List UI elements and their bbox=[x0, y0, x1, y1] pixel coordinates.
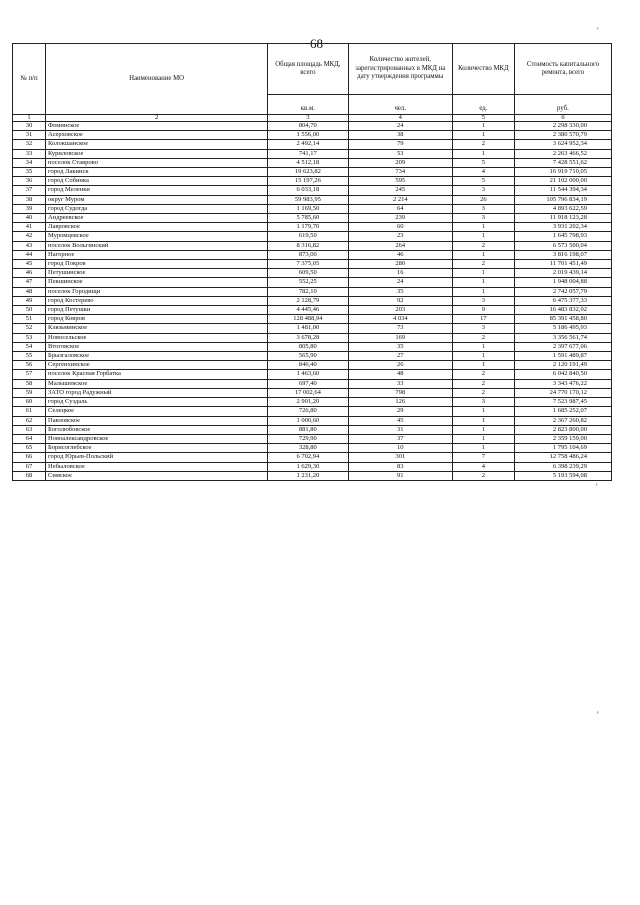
municipality-name: город Костерево bbox=[46, 296, 268, 305]
row-number: 49 bbox=[13, 296, 46, 305]
row-number: 53 bbox=[13, 333, 46, 342]
header-name: Наименование МО bbox=[46, 44, 268, 115]
repair-cost: 2 742 057,79 bbox=[514, 287, 611, 296]
municipality-name: город Лакинск bbox=[46, 168, 268, 177]
header-area: Общая площадь МКД, всего bbox=[268, 44, 349, 95]
total-area: 3 678,28 bbox=[268, 333, 349, 342]
mkd-count: 5 bbox=[452, 158, 514, 167]
mkd-count: 2 bbox=[452, 379, 514, 388]
table-row bbox=[13, 250, 612, 259]
total-area: 805,80 bbox=[268, 342, 349, 351]
residents-count: 734 bbox=[348, 168, 452, 177]
municipality-name: ЗАТО город Радужный bbox=[46, 388, 268, 397]
mkd-count: 2 bbox=[452, 388, 514, 397]
total-area: 741,17 bbox=[268, 149, 349, 158]
municipality-name: город Меленки bbox=[46, 186, 268, 195]
header-people: Количество жителей, зарегистрированных в МКД на дату утверждения программы bbox=[348, 44, 452, 95]
residents-count: 83 bbox=[348, 462, 452, 471]
municipality-name: город Собинка bbox=[46, 177, 268, 186]
table-row bbox=[13, 195, 612, 204]
table-row bbox=[13, 471, 612, 480]
row-number: 45 bbox=[13, 260, 46, 269]
municipality-name: поселок Вольгинский bbox=[46, 241, 268, 250]
municipality-name: город Судогда bbox=[46, 204, 268, 213]
municipality-name: Втоговское bbox=[46, 342, 268, 351]
row-number: 36 bbox=[13, 177, 46, 186]
municipality-name: Новоалександровское bbox=[46, 434, 268, 443]
mkd-count: 1 bbox=[452, 269, 514, 278]
mkd-count: 2 bbox=[452, 241, 514, 250]
table-row bbox=[13, 168, 612, 177]
mkd-count: 1 bbox=[452, 352, 514, 361]
municipality-name: Небыловское bbox=[46, 462, 268, 471]
municipality-name: Павловское bbox=[46, 416, 268, 425]
table-row bbox=[13, 379, 612, 388]
mkd-count: 5 bbox=[452, 177, 514, 186]
total-area: 1 179,70 bbox=[268, 223, 349, 232]
repair-cost: 3 816 198,07 bbox=[514, 250, 611, 259]
page-number: 68 bbox=[310, 36, 323, 51]
total-area: 804,70 bbox=[268, 122, 349, 131]
residents-count: 209 bbox=[348, 158, 452, 167]
repair-cost: 5 186 495,93 bbox=[514, 324, 611, 333]
column-index-row bbox=[13, 115, 612, 122]
mkd-count: 2 bbox=[452, 471, 514, 480]
row-number: 44 bbox=[13, 250, 46, 259]
repair-cost: 16 919 710,05 bbox=[514, 168, 611, 177]
residents-count: 35 bbox=[348, 287, 452, 296]
repair-cost: 1 795 104,69 bbox=[514, 444, 611, 453]
table-row bbox=[13, 149, 612, 158]
residents-count: 245 bbox=[348, 186, 452, 195]
residents-count: 26 bbox=[348, 361, 452, 370]
total-area: 19 623,82 bbox=[268, 168, 349, 177]
residents-count: 60 bbox=[348, 223, 452, 232]
table-row bbox=[13, 370, 612, 379]
header-row bbox=[13, 44, 612, 95]
repair-cost: 1 948 004,88 bbox=[514, 278, 611, 287]
total-area: 565,90 bbox=[268, 352, 349, 361]
repair-cost: 3 356 561,74 bbox=[514, 333, 611, 342]
table-row bbox=[13, 278, 612, 287]
municipality-name: Боголюбовское bbox=[46, 425, 268, 434]
row-number: 68 bbox=[13, 471, 46, 480]
repair-cost: 1 685 252,07 bbox=[514, 407, 611, 416]
municipality-name: Фоминское bbox=[46, 122, 268, 131]
row-number: 56 bbox=[13, 361, 46, 370]
mkd-count: 2 bbox=[452, 333, 514, 342]
table-row bbox=[13, 434, 612, 443]
table-row bbox=[13, 186, 612, 195]
residents-count: 46 bbox=[348, 250, 452, 259]
mkd-count: 1 bbox=[452, 287, 514, 296]
total-area: 5 785,60 bbox=[268, 214, 349, 223]
residents-count: 38 bbox=[348, 131, 452, 140]
table-row bbox=[13, 204, 612, 213]
mkd-count: 3 bbox=[452, 214, 514, 223]
repair-cost: 12 758 486,24 bbox=[514, 453, 611, 462]
residents-count: 35 bbox=[348, 342, 452, 351]
residents-count: 64 bbox=[348, 204, 452, 213]
mkd-count: 3 bbox=[452, 204, 514, 213]
mkd-count: 1 bbox=[452, 223, 514, 232]
table-row bbox=[13, 398, 612, 407]
row-number: 62 bbox=[13, 416, 46, 425]
residents-count: 798 bbox=[348, 388, 452, 397]
row-number: 67 bbox=[13, 462, 46, 471]
municipality-name: город Юрьев-Польский bbox=[46, 453, 268, 462]
mkd-count: 1 bbox=[452, 149, 514, 158]
unit-area: кв.м. bbox=[268, 95, 349, 115]
capital-repair-table bbox=[12, 43, 612, 481]
residents-count: 169 bbox=[348, 333, 452, 342]
row-number: 31 bbox=[13, 131, 46, 140]
municipality-name: поселок Ставрово bbox=[46, 158, 268, 167]
total-area: 59 983,95 bbox=[268, 195, 349, 204]
table-row bbox=[13, 260, 612, 269]
row-number: 64 bbox=[13, 434, 46, 443]
residents-count: 79 bbox=[348, 140, 452, 149]
scan-artifact: ' bbox=[597, 710, 599, 720]
table-row bbox=[13, 462, 612, 471]
repair-cost: 2 359 159,00 bbox=[514, 434, 611, 443]
table-row bbox=[13, 122, 612, 131]
mkd-count: 17 bbox=[452, 315, 514, 324]
residents-count: 10 bbox=[348, 444, 452, 453]
municipality-name: Малышевское bbox=[46, 379, 268, 388]
repair-cost: 2 380 570,79 bbox=[514, 131, 611, 140]
municipality-name: Асерховское bbox=[46, 131, 268, 140]
table-body bbox=[13, 122, 612, 481]
table-row bbox=[13, 333, 612, 342]
row-number: 39 bbox=[13, 204, 46, 213]
table-row bbox=[13, 177, 612, 186]
row-number: 65 bbox=[13, 444, 46, 453]
repair-cost: 2 397 677,06 bbox=[514, 342, 611, 351]
table-row bbox=[13, 241, 612, 250]
total-area: 2 901,20 bbox=[268, 398, 349, 407]
repair-cost: 7 428 551,62 bbox=[514, 158, 611, 167]
table-row bbox=[13, 388, 612, 397]
total-area: 552,25 bbox=[268, 278, 349, 287]
repair-cost: 6 398 239,29 bbox=[514, 462, 611, 471]
mkd-count: 2 bbox=[452, 260, 514, 269]
repair-cost: 16 483 832,02 bbox=[514, 306, 611, 315]
mkd-count: 1 bbox=[452, 122, 514, 131]
column-index: 3 bbox=[268, 115, 349, 122]
mkd-count: 1 bbox=[452, 131, 514, 140]
mkd-count: 1 bbox=[452, 407, 514, 416]
residents-count: 53 bbox=[348, 149, 452, 158]
repair-cost: 7 523 987,45 bbox=[514, 398, 611, 407]
total-area: 1 556,00 bbox=[268, 131, 349, 140]
row-number: 61 bbox=[13, 407, 46, 416]
unit-mkd-count: ед. bbox=[452, 95, 514, 115]
repair-cost: 105 796 834,19 bbox=[514, 195, 611, 204]
repair-cost: 11 701 451,49 bbox=[514, 260, 611, 269]
total-area: 4 445,46 bbox=[268, 306, 349, 315]
residents-count: 301 bbox=[348, 453, 452, 462]
repair-cost: 5 193 594,08 bbox=[514, 471, 611, 480]
column-index: 1 bbox=[13, 115, 46, 122]
row-number: 35 bbox=[13, 168, 46, 177]
municipality-name: Борисоглебское bbox=[46, 444, 268, 453]
table-row bbox=[13, 342, 612, 351]
municipality-name: Сергеихинское bbox=[46, 361, 268, 370]
row-number: 54 bbox=[13, 342, 46, 351]
residents-count: 45 bbox=[348, 416, 452, 425]
table-row bbox=[13, 140, 612, 149]
total-area: 846,40 bbox=[268, 361, 349, 370]
table-row bbox=[13, 416, 612, 425]
residents-count: 595 bbox=[348, 177, 452, 186]
total-area: 6 033,18 bbox=[268, 186, 349, 195]
table-row bbox=[13, 407, 612, 416]
municipality-name: Петушинское bbox=[46, 269, 268, 278]
repair-cost: 2 823 800,00 bbox=[514, 425, 611, 434]
total-area: 128 488,94 bbox=[268, 315, 349, 324]
column-index: 2 bbox=[46, 115, 268, 122]
table-row bbox=[13, 269, 612, 278]
residents-count: 2 214 bbox=[348, 195, 452, 204]
mkd-count: 7 bbox=[452, 453, 514, 462]
mkd-count: 3 bbox=[452, 324, 514, 333]
mkd-count: 1 bbox=[452, 342, 514, 351]
total-area: 1 463,60 bbox=[268, 370, 349, 379]
total-area: 881,80 bbox=[268, 425, 349, 434]
municipality-name: Клязьминское bbox=[46, 324, 268, 333]
total-area: 2 492,14 bbox=[268, 140, 349, 149]
residents-count: 23 bbox=[348, 232, 452, 241]
row-number: 33 bbox=[13, 149, 46, 158]
residents-count: 29 bbox=[348, 407, 452, 416]
mkd-count: 1 bbox=[452, 250, 514, 259]
row-number: 63 bbox=[13, 425, 46, 434]
municipality-name: Куриловское bbox=[46, 149, 268, 158]
municipality-name: город Петушки bbox=[46, 306, 268, 315]
table-row bbox=[13, 214, 612, 223]
repair-cost: 3 624 952,34 bbox=[514, 140, 611, 149]
municipality-name: город Суздаль bbox=[46, 398, 268, 407]
table-row bbox=[13, 296, 612, 305]
total-area: 1 481,00 bbox=[268, 324, 349, 333]
row-number: 32 bbox=[13, 140, 46, 149]
total-area: 8 316,82 bbox=[268, 241, 349, 250]
row-number: 30 bbox=[13, 122, 46, 131]
mkd-count: 2 bbox=[452, 140, 514, 149]
total-area: 17 002,64 bbox=[268, 388, 349, 397]
municipality-name: Нагорное bbox=[46, 250, 268, 259]
row-number: 42 bbox=[13, 232, 46, 241]
mkd-count: 1 bbox=[452, 278, 514, 287]
total-area: 328,80 bbox=[268, 444, 349, 453]
table-row bbox=[13, 232, 612, 241]
column-index: 6 bbox=[514, 115, 611, 122]
total-area: 6 702,94 bbox=[268, 453, 349, 462]
table-row bbox=[13, 352, 612, 361]
repair-cost: 6 573 500,04 bbox=[514, 241, 611, 250]
residents-count: 91 bbox=[348, 471, 452, 480]
column-index: 4 bbox=[348, 115, 452, 122]
column-index: 5 bbox=[452, 115, 514, 122]
municipality-name: город Покров bbox=[46, 260, 268, 269]
unit-cost: руб. bbox=[514, 95, 611, 115]
table-row bbox=[13, 306, 612, 315]
mkd-count: 3 bbox=[452, 186, 514, 195]
mkd-count: 1 bbox=[452, 232, 514, 241]
mkd-count: 2 bbox=[452, 370, 514, 379]
repair-cost: 2 298 330,00 bbox=[514, 122, 611, 131]
residents-count: 73 bbox=[348, 324, 452, 333]
row-number: 40 bbox=[13, 214, 46, 223]
row-number: 66 bbox=[13, 453, 46, 462]
table-row bbox=[13, 131, 612, 140]
repair-cost: 24 770 170,12 bbox=[514, 388, 611, 397]
mkd-count: 1 bbox=[452, 416, 514, 425]
table-row bbox=[13, 425, 612, 434]
repair-cost: 1 645 798,93 bbox=[514, 232, 611, 241]
row-number: 46 bbox=[13, 269, 46, 278]
residents-count: 203 bbox=[348, 306, 452, 315]
municipality-name: Лавровское bbox=[46, 223, 268, 232]
total-area: 1 629,30 bbox=[268, 462, 349, 471]
repair-cost: 6 042 840,50 bbox=[514, 370, 611, 379]
total-area: 729,90 bbox=[268, 434, 349, 443]
table-row bbox=[13, 223, 612, 232]
residents-count: 33 bbox=[348, 379, 452, 388]
row-number: 58 bbox=[13, 379, 46, 388]
municipality-name: Пекшинское bbox=[46, 278, 268, 287]
municipality-name: округ Муром bbox=[46, 195, 268, 204]
total-area: 1 169,50 bbox=[268, 204, 349, 213]
repair-cost: 2 263 466,52 bbox=[514, 149, 611, 158]
repair-cost: 3 343 476,22 bbox=[514, 379, 611, 388]
row-number: 52 bbox=[13, 324, 46, 333]
repair-cost: 6 475 377,33 bbox=[514, 296, 611, 305]
repair-cost: 1 591 489,87 bbox=[514, 352, 611, 361]
mkd-count: 1 bbox=[452, 434, 514, 443]
row-number: 47 bbox=[13, 278, 46, 287]
row-number: 43 bbox=[13, 241, 46, 250]
table-row bbox=[13, 444, 612, 453]
table-row bbox=[13, 287, 612, 296]
table-row bbox=[13, 158, 612, 167]
municipality-name: Селецкое bbox=[46, 407, 268, 416]
total-area: 873,00 bbox=[268, 250, 349, 259]
row-number: 59 bbox=[13, 388, 46, 397]
repair-cost: 2 019 439,14 bbox=[514, 269, 611, 278]
residents-count: 16 bbox=[348, 269, 452, 278]
table-row bbox=[13, 361, 612, 370]
total-area: 7 375,05 bbox=[268, 260, 349, 269]
total-area: 697,40 bbox=[268, 379, 349, 388]
repair-cost: 11 918 123,28 bbox=[514, 214, 611, 223]
total-area: 2 128,79 bbox=[268, 296, 349, 305]
municipality-name: Колокшанское bbox=[46, 140, 268, 149]
row-number: 38 bbox=[13, 195, 46, 204]
total-area: 726,80 bbox=[268, 407, 349, 416]
table-row bbox=[13, 453, 612, 462]
row-number: 37 bbox=[13, 186, 46, 195]
total-area: 1 000,60 bbox=[268, 416, 349, 425]
row-number: 48 bbox=[13, 287, 46, 296]
mkd-count: 3 bbox=[452, 296, 514, 305]
row-number: 41 bbox=[13, 223, 46, 232]
unit-people: чел. bbox=[348, 95, 452, 115]
mkd-count: 4 bbox=[452, 168, 514, 177]
row-number: 34 bbox=[13, 158, 46, 167]
residents-count: 92 bbox=[348, 296, 452, 305]
municipality-name: город Ковров bbox=[46, 315, 268, 324]
row-number: 57 bbox=[13, 370, 46, 379]
municipality-name: Андреевское bbox=[46, 214, 268, 223]
table-row bbox=[13, 315, 612, 324]
residents-count: 27 bbox=[348, 352, 452, 361]
total-area: 15 197,26 bbox=[268, 177, 349, 186]
table-row bbox=[13, 324, 612, 333]
residents-count: 37 bbox=[348, 434, 452, 443]
residents-count: 48 bbox=[348, 370, 452, 379]
municipality-name: поселок Красная Горбатка bbox=[46, 370, 268, 379]
residents-count: 24 bbox=[348, 278, 452, 287]
mkd-count: 1 bbox=[452, 425, 514, 434]
repair-cost: 85 391 458,80 bbox=[514, 315, 611, 324]
scan-artifact: ' bbox=[597, 26, 599, 36]
row-number: 60 bbox=[13, 398, 46, 407]
mkd-count: 26 bbox=[452, 195, 514, 204]
row-number: 55 bbox=[13, 352, 46, 361]
total-area: 619,50 bbox=[268, 232, 349, 241]
mkd-count: 1 bbox=[452, 361, 514, 370]
repair-cost: 11 544 394,34 bbox=[514, 186, 611, 195]
mkd-count: 3 bbox=[452, 398, 514, 407]
municipality-name: Симское bbox=[46, 471, 268, 480]
scan-artifact: ' bbox=[596, 482, 598, 492]
residents-count: 280 bbox=[348, 260, 452, 269]
municipality-name: поселок Городищи bbox=[46, 287, 268, 296]
repair-cost: 2 367 260,82 bbox=[514, 416, 611, 425]
mkd-count: 1 bbox=[452, 444, 514, 453]
residents-count: 31 bbox=[348, 425, 452, 434]
mkd-count: 4 bbox=[452, 462, 514, 471]
municipality-name: Брызгаловское bbox=[46, 352, 268, 361]
header-mkd-count: Количество МКД bbox=[452, 44, 514, 95]
total-area: 1 231,20 bbox=[268, 471, 349, 480]
repair-cost: 21 102 000,00 bbox=[514, 177, 611, 186]
mkd-count: 9 bbox=[452, 306, 514, 315]
header-num: № п/п bbox=[13, 44, 46, 115]
residents-count: 24 bbox=[348, 122, 452, 131]
row-number: 50 bbox=[13, 306, 46, 315]
repair-cost: 2 120 191,49 bbox=[514, 361, 611, 370]
residents-count: 4 034 bbox=[348, 315, 452, 324]
repair-cost: 3 931 202,34 bbox=[514, 223, 611, 232]
residents-count: 239 bbox=[348, 214, 452, 223]
repair-cost: 4 893 622,59 bbox=[514, 204, 611, 213]
municipality-name: Новосельское bbox=[46, 333, 268, 342]
municipality-name: Муромцевское bbox=[46, 232, 268, 241]
row-number: 51 bbox=[13, 315, 46, 324]
total-area: 4 512,18 bbox=[268, 158, 349, 167]
header-cost: Стоимость капитального ремонта, всего bbox=[514, 44, 611, 95]
residents-count: 264 bbox=[348, 241, 452, 250]
total-area: 609,50 bbox=[268, 269, 349, 278]
total-area: 782,10 bbox=[268, 287, 349, 296]
residents-count: 126 bbox=[348, 398, 452, 407]
